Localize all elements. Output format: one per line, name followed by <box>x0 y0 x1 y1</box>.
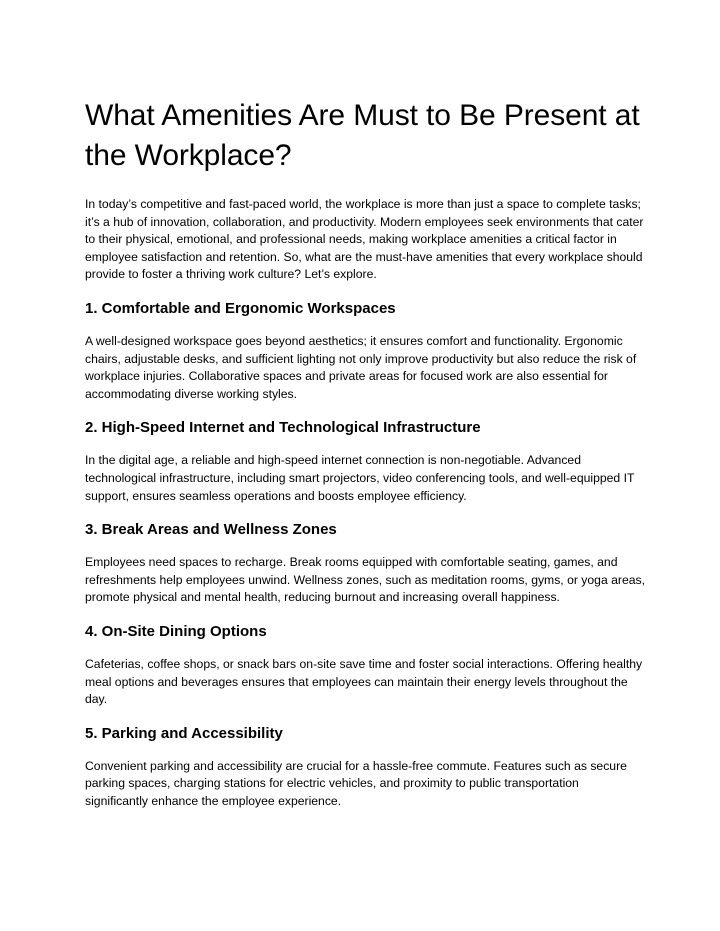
section-body: A well-designed workspace goes beyond aesthetics; it ensures comfort and functionality. Ergonomic chairs, adjustable desks, and sufficient lighting not only improve productivity but also reduce the risk of workplace injuries. Collaborative spaces and private areas for focused work are also essential for accommodating diverse working styles. <box>85 333 637 401</box>
section-dining-options <box>85 622 645 709</box>
section-body: Employees need spaces to recharge. Break rooms equipped with comfortable seating, games, and refreshments help employees unwind. Wellness zones, such as meditation rooms, gyms, or yoga areas, promote physical and mental health, reducing burnout and increasing overall happiness. <box>85 555 645 605</box>
section-parking-accessibility <box>85 724 645 811</box>
section-body: Convenient parking and accessibility are crucial for a hassle-free commute. Features such as secure parking spaces, charging stations for electric vehicles, and proximity to public transportation significantly enhance the employee experience. <box>85 758 627 808</box>
section-ergonomic-workspaces <box>85 299 645 403</box>
section-break-wellness <box>85 520 645 607</box>
document-page <box>85 96 645 825</box>
document-title: What Amenities Are Must to Be Present at the Workplace? <box>85 99 640 172</box>
section-heading: 3. Break Areas and Wellness Zones <box>85 521 337 539</box>
section-internet-infrastructure <box>85 418 645 505</box>
section-heading: 1. Comfortable and Ergonomic Workspaces <box>85 299 396 317</box>
section-body: In the digital age, a reliable and high-speed internet connection is non-negotiable. Advanced technological infrastructure, including smart projectors, video conferencing tools, and well-equipped IT support, ensures seamless operations and boosts employee efficiency. <box>85 453 635 503</box>
section-heading: 4. On-Site Dining Options <box>85 622 267 640</box>
intro-paragraph: In today’s competitive and fast-paced world, the workplace is more than just a space to complete tasks; it’s a hub of innovation, collaboration, and productivity. Modern employees seek environments that cater to their physical, emotional, and professional needs, making workplace amenities a critical factor in employee satisfaction and retention. So, what are the must-have amenities that every workplace should provide to foster a thriving work culture? Let’s explore. <box>85 197 644 282</box>
section-heading: 2. High-Speed Internet and Technological Infrastructure <box>85 419 481 437</box>
section-body: Cafeterias, coffee shops, or snack bars on-site save time and foster social interactions. Offering healthy meal options and beverages ensures that employees can maintain their energy levels throughout the day. <box>85 656 643 707</box>
section-heading: 5. Parking and Accessibility <box>85 724 283 742</box>
